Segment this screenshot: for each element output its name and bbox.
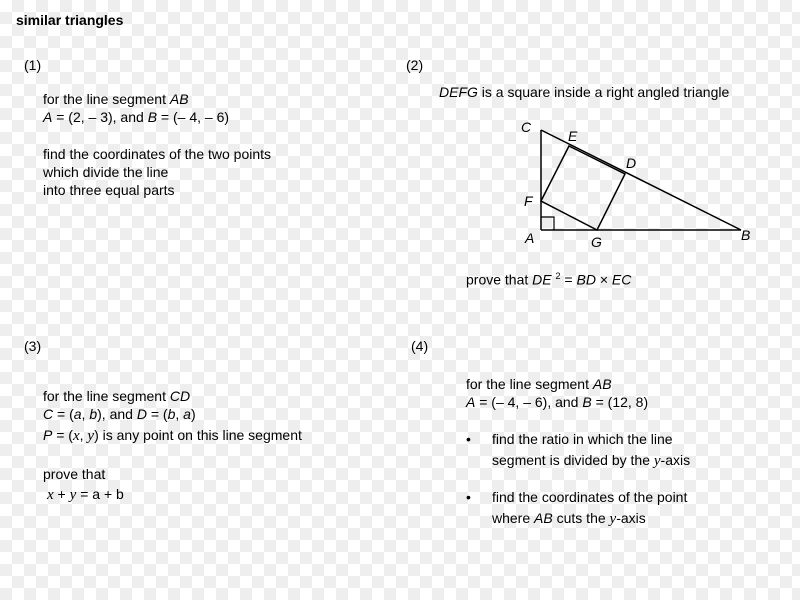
q1-number: (1) xyxy=(24,57,42,73)
q4-bullet-2 xyxy=(466,487,690,530)
q1-var-a: A xyxy=(43,109,53,125)
q4-bullet-1 xyxy=(466,429,690,472)
q3-line1 xyxy=(43,387,302,405)
q4-line2 xyxy=(466,393,648,411)
q2-head-var: DEFG xyxy=(439,84,478,100)
q3-line4: prove that xyxy=(43,466,106,482)
q3-d-eq1: = ( xyxy=(146,406,168,422)
label-g: G xyxy=(591,234,602,250)
q3-comma: , xyxy=(81,406,90,422)
side-cb xyxy=(541,130,741,230)
q3-var-y: y xyxy=(87,428,95,444)
q1-line1-var: AB xyxy=(169,91,189,107)
q4-bullet-list xyxy=(466,429,690,530)
q2-prove-bd: BD xyxy=(576,271,596,288)
q3-var-a: a xyxy=(73,406,82,422)
page-title: similar triangles xyxy=(16,12,124,28)
q3-eq-rest: = a + b xyxy=(76,486,124,502)
q4-bullet2-line2 xyxy=(492,508,690,530)
q4-bullet2-pre: where xyxy=(492,510,535,526)
q3-var-x: x xyxy=(72,428,80,444)
q3-var-a2: a xyxy=(183,406,191,422)
q3-line1-pre: for the line segment xyxy=(43,388,170,404)
q2-number: (2) xyxy=(406,57,424,73)
q3-c-eq2: ), and xyxy=(97,406,137,422)
q3-line2 xyxy=(43,405,302,423)
q4-bullet1-post: -axis xyxy=(660,452,691,468)
q2-prove-times: × xyxy=(595,271,612,288)
q4-bullet1-pre: segment is divided by the xyxy=(492,452,654,468)
q1-text xyxy=(43,90,271,199)
q4-var-b: B xyxy=(582,394,592,410)
q3-p-rest: ) is any point on this line segment xyxy=(94,427,302,443)
q3-p-eq1: = ( xyxy=(52,427,73,443)
q2-prove-sup: 2 xyxy=(555,271,561,281)
q1-line4: which divide the line xyxy=(43,164,169,180)
q3-d-eq2: ) xyxy=(190,406,196,422)
triangle-diagram xyxy=(515,115,775,255)
q3-line3 xyxy=(43,426,302,445)
q1-line2 xyxy=(43,108,271,126)
q1-line3: find the coordinates of the two points xyxy=(43,146,272,162)
label-a: A xyxy=(525,230,535,246)
q4-var-a: A xyxy=(466,394,476,410)
q3-p-comma: , xyxy=(79,427,88,443)
q3-eq-plus: + xyxy=(53,486,70,502)
q4-text xyxy=(466,375,648,411)
q1-line1-pre: for the line segment xyxy=(43,91,170,107)
q4-bullet2-line1: • find the coordinates of the point xyxy=(492,489,688,505)
q4-bullet1-y: y xyxy=(653,453,661,469)
q3-var-c: C xyxy=(43,406,54,422)
q4-bullet1-line1: • find the ratio in which the line xyxy=(492,431,673,447)
q2-prove-eq: = xyxy=(560,271,577,288)
q1-line5: into three equal parts xyxy=(43,182,175,198)
q4-bullet1-line2 xyxy=(492,450,690,472)
label-d: D xyxy=(626,155,637,171)
q4-line1 xyxy=(466,375,648,393)
q4-line1-pre: for the line segment xyxy=(466,376,593,392)
q4-bullet2-y: y xyxy=(609,511,617,527)
q3-var-b: b xyxy=(89,406,98,422)
q3-eq-x: x xyxy=(47,487,54,503)
q3-line1-var: CD xyxy=(169,388,191,404)
q3-var-d: D xyxy=(136,406,147,422)
q1-var-b: B xyxy=(147,109,158,125)
q3-var-b2: b xyxy=(167,406,176,422)
q4-bullets xyxy=(466,429,690,545)
q3-var-p: P xyxy=(43,427,53,443)
q4-bullet2-post: -axis xyxy=(616,510,646,526)
q4-a-eq: = (– 4, – 6), and xyxy=(475,394,583,410)
q3-eq-y: y xyxy=(69,487,77,503)
label-b: B xyxy=(741,227,751,243)
q2-prove-pre: prove that xyxy=(466,271,533,288)
right-angle-mark xyxy=(541,217,554,230)
q1-a-eq: = (2, – 3), and xyxy=(52,109,148,125)
q3-comma2: , xyxy=(175,406,184,422)
q2-head-rest: is a square inside a right angled triangle xyxy=(477,84,730,100)
label-e: E xyxy=(568,128,578,144)
q4-bullet2-mid: cuts the xyxy=(552,510,610,526)
q4-number: (4) xyxy=(411,338,429,354)
label-c: C xyxy=(521,119,532,135)
q2-prove-de: DE xyxy=(532,271,552,288)
q3-number: (3) xyxy=(24,338,42,354)
q2-prove-ec: EC xyxy=(611,271,632,288)
q2-prove xyxy=(466,271,631,288)
q3-c-eq1: = ( xyxy=(53,406,74,422)
q4-b-eq: = (12, 8) xyxy=(591,394,649,410)
q2-heading xyxy=(439,84,729,100)
q3-line5 xyxy=(43,485,302,504)
q1-line1 xyxy=(43,90,271,108)
q3-text xyxy=(43,387,302,504)
label-f: F xyxy=(524,193,533,209)
q1-b-eq: = (– 4, – 6) xyxy=(157,109,230,125)
q4-line1-var: AB xyxy=(592,376,612,392)
q4-bullet2-ab: AB xyxy=(534,510,553,526)
